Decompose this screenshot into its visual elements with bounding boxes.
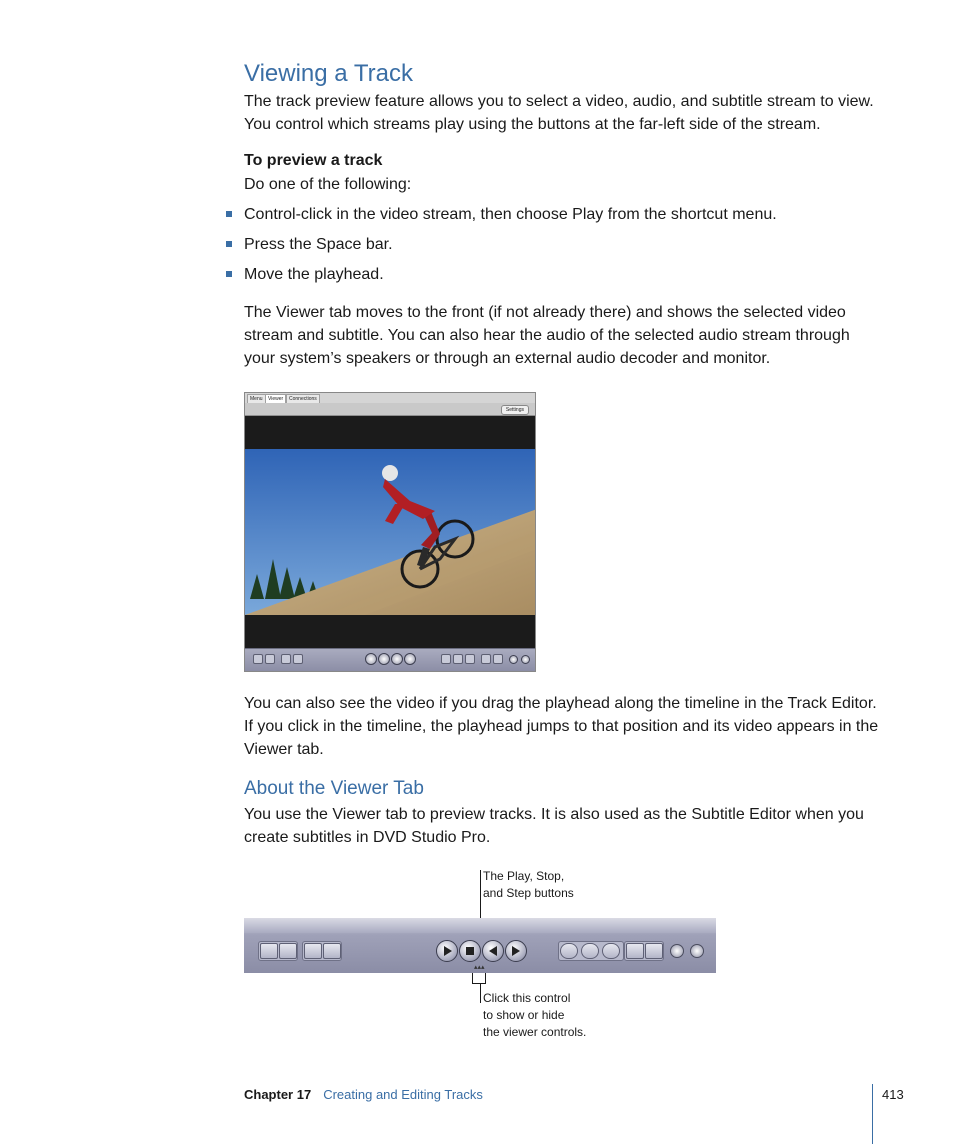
bullet-list	[224, 203, 884, 293]
tab-connections[interactable]: Connections	[286, 394, 320, 404]
display-mode-button[interactable]	[265, 654, 275, 664]
controls-toggle-icon[interactable]: ▴▴▴	[474, 964, 485, 971]
display-mode-button[interactable]	[281, 654, 291, 664]
list-item: Move the playhead.	[224, 263, 884, 293]
display-mode-button[interactable]	[293, 654, 303, 664]
viewer-toolbar	[245, 403, 535, 416]
play-icon[interactable]	[436, 940, 458, 962]
callout-play-stop-step: The Play, Stop, and Step buttons	[483, 869, 574, 900]
subtitle-tool-button[interactable]	[581, 943, 599, 959]
small-control-icon[interactable]	[670, 944, 684, 958]
section-heading-about-viewer-tab: About the Viewer Tab	[244, 778, 424, 799]
safe-area-button[interactable]	[481, 654, 491, 664]
callout-leader-line	[480, 983, 481, 1003]
tab-viewer[interactable]: Viewer	[265, 394, 286, 404]
viewer-description-paragraph: The Viewer tab moves to the front (if not already there) and shows the selected video stream and subtitle. You can also hear the audio of the selected audio stream through your system’s speakers or through an external audio decoder and monitor.	[244, 304, 850, 367]
step-back-icon[interactable]	[391, 653, 403, 665]
callout-bracket	[472, 973, 473, 983]
footer-divider	[872, 1084, 873, 1144]
list-item: Control-click in the video stream, then choose Play from the shortcut menu.	[224, 203, 884, 233]
small-control-icon[interactable]	[521, 655, 530, 664]
footer-chapter	[244, 1087, 483, 1102]
subtitle-tool-button[interactable]	[602, 943, 620, 959]
page-number: 413	[882, 1087, 904, 1102]
bullet-icon	[226, 271, 232, 277]
chapter-title[interactable]: Creating and Editing Tracks	[323, 1087, 483, 1102]
safe-area-button[interactable]	[626, 943, 644, 959]
safe-area-button[interactable]	[645, 943, 663, 959]
viewer-screenshot	[244, 392, 536, 672]
playhead-paragraph: You can also see the video if you drag the playhead along the timeline in the Track Editor. If you click in the timeline, the playhead jumps to that position and its video appears in the Viewer tab.	[244, 695, 879, 758]
subtitle-tool-button[interactable]	[453, 654, 463, 664]
settings-popup[interactable]: Settings	[501, 405, 529, 415]
chapter-number: Chapter 17	[244, 1087, 312, 1102]
bullet-icon	[226, 211, 232, 217]
section-heading-viewing-a-track: Viewing a Track	[244, 60, 413, 87]
video-frame[interactable]	[245, 449, 535, 615]
display-mode-button[interactable]	[260, 943, 278, 959]
subtitle-tool-button[interactable]	[560, 943, 578, 959]
viewer-controls-strip	[244, 918, 716, 973]
subtitle-tool-button[interactable]	[441, 654, 451, 664]
display-mode-button[interactable]	[253, 654, 263, 664]
step-forward-icon[interactable]	[505, 940, 527, 962]
callout-show-hide-controls: Click this control to show or hide the viewer controls.	[483, 991, 587, 1039]
display-mode-button[interactable]	[323, 943, 341, 959]
step-forward-icon[interactable]	[404, 653, 416, 665]
callout-bracket	[485, 973, 486, 983]
display-mode-button[interactable]	[304, 943, 322, 959]
small-control-icon[interactable]	[509, 655, 518, 664]
callout-bracket	[472, 983, 486, 984]
play-icon[interactable]	[365, 653, 377, 665]
subtitle-tool-button[interactable]	[465, 654, 475, 664]
about-viewer-paragraph: You use the Viewer tab to preview tracks. It is also used as the Subtitle Editor when you create subtitles in DVD Studio Pro.	[244, 806, 864, 846]
stop-icon[interactable]	[378, 653, 390, 665]
intro-paragraph: The track preview feature allows you to select a video, audio, and subtitle stream to view. You control which streams play using the buttons at the far-left side of the stream.	[244, 93, 874, 133]
list-item: Press the Space bar.	[224, 233, 884, 263]
tab-menu[interactable]: Menu	[247, 394, 266, 404]
viewer-controls-bar	[245, 648, 535, 671]
safe-area-button[interactable]	[493, 654, 503, 664]
bullet-icon	[226, 241, 232, 247]
step-back-icon[interactable]	[482, 940, 504, 962]
display-mode-button[interactable]	[279, 943, 297, 959]
task-title: To preview a track	[244, 152, 383, 169]
mountain-bike-photo	[245, 449, 535, 615]
task-lead: Do one of the following:	[244, 176, 412, 193]
small-control-icon[interactable]	[690, 944, 704, 958]
stop-icon[interactable]	[459, 940, 481, 962]
